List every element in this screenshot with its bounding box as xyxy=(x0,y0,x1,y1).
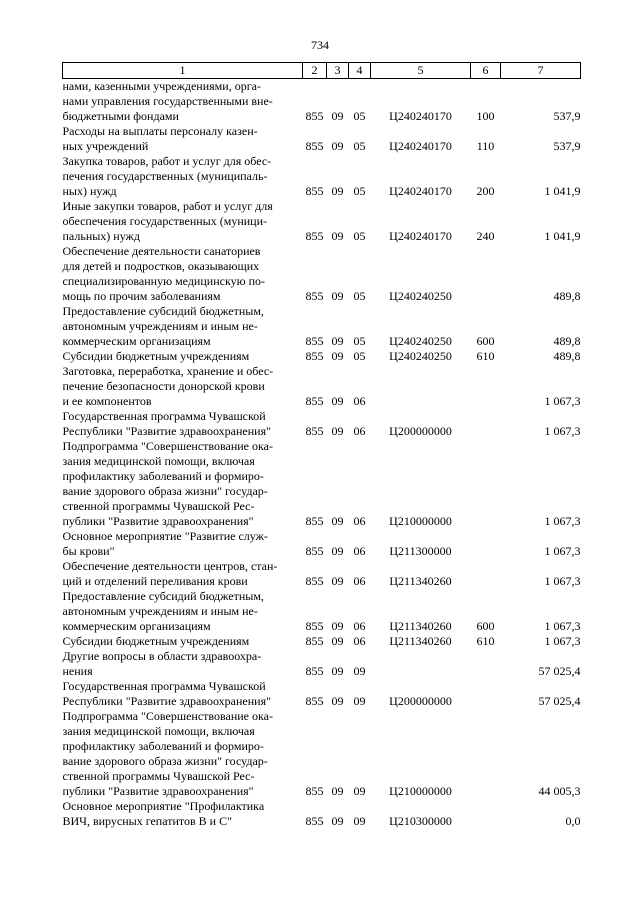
row-name-cell: Подпрограмма "Совершенствование ока- зания медицинской помощи, включая профилактику заболеваний и формиро- вание здорового образа жизни" государ- ственной программы Чувашской Рес- публики "Развитие здравоохранения" xyxy=(62,439,273,528)
row-name-cell: Государственная программа Чувашской Республики "Развитие здравоохранения" xyxy=(62,679,271,708)
table-row xyxy=(63,244,581,304)
row-name-cell: Основное мероприятие "Профилактика ВИЧ, вирусных гепатитов В и С" xyxy=(62,799,265,828)
header-cell: 1 xyxy=(63,63,303,79)
section-code-cell: 855 xyxy=(305,229,324,243)
expense-type-cell xyxy=(471,244,501,304)
header-cell: 6 xyxy=(471,63,501,79)
table-row xyxy=(63,154,581,199)
row-name-cell: Государственная программа Чувашской Республики "Развитие здравоохранения" xyxy=(62,409,271,438)
amount-cell: 537,9 xyxy=(553,139,581,153)
row-name-cell: Основное мероприятие "Развитие служ- бы крови" xyxy=(62,529,268,558)
expense-type-cell xyxy=(471,529,501,559)
subsection-code-cell: 09 xyxy=(331,574,344,588)
header-cell: 4 xyxy=(349,63,371,79)
subsection-code-cell: 09 xyxy=(331,229,344,243)
subsection2-code-cell: 05 xyxy=(353,184,366,198)
amount-cell: 1 067,3 xyxy=(544,424,581,438)
subsection2-code-cell: 05 xyxy=(353,349,366,363)
table-row xyxy=(63,589,581,634)
expense-type-cell xyxy=(471,709,501,799)
section-code-cell: 855 xyxy=(305,349,324,363)
expense-type-cell: 100 xyxy=(476,109,495,123)
subsection-code-cell: 09 xyxy=(331,514,344,528)
subsection-code-cell: 09 xyxy=(331,694,344,708)
subsection-code-cell: 09 xyxy=(331,424,344,438)
table-row xyxy=(63,559,581,589)
amount-cell: 1 067,3 xyxy=(544,619,581,633)
expense-type-cell xyxy=(471,364,501,409)
amount-cell: 537,9 xyxy=(553,109,581,123)
target-code-cell xyxy=(371,364,471,409)
section-code-cell: 855 xyxy=(305,574,324,588)
amount-cell: 489,8 xyxy=(553,334,581,348)
amount-cell: 1 067,3 xyxy=(544,544,581,558)
subsection2-code-cell: 06 xyxy=(353,619,366,633)
table-row xyxy=(63,679,581,709)
target-code-cell: Ц240240170 xyxy=(389,229,452,243)
expense-type-cell: 240 xyxy=(476,229,495,243)
target-code-cell: Ц210000000 xyxy=(389,514,452,528)
expense-type-cell xyxy=(471,439,501,529)
amount-cell: 0,0 xyxy=(565,814,581,828)
subsection2-code-cell: 05 xyxy=(353,109,366,123)
subsection2-code-cell: 06 xyxy=(353,424,366,438)
target-code-cell: Ц240240170 xyxy=(389,139,452,153)
expense-type-cell: 610 xyxy=(476,349,495,363)
expense-type-cell xyxy=(471,559,501,589)
table-header-row xyxy=(63,63,581,79)
amount-cell: 57 025,4 xyxy=(538,694,581,708)
header-cell: 2 xyxy=(303,63,327,79)
section-code-cell: 855 xyxy=(305,664,324,678)
amount-cell: 1 041,9 xyxy=(544,184,581,198)
table-row xyxy=(63,124,581,154)
section-code-cell: 855 xyxy=(305,139,324,153)
page-number: 734 xyxy=(311,38,329,52)
table-row xyxy=(63,79,581,125)
section-code-cell: 855 xyxy=(305,694,324,708)
row-name-cell: Другие вопросы в области здравоохра- нения xyxy=(62,649,262,678)
target-code-cell: Ц210300000 xyxy=(389,814,452,828)
subsection-code-cell: 09 xyxy=(331,109,344,123)
target-code-cell: Ц210000000 xyxy=(389,784,452,798)
subsection2-code-cell: 09 xyxy=(353,664,366,678)
row-name-cell: Субсидии бюджетным учреждениям xyxy=(62,349,250,363)
section-code-cell: 855 xyxy=(305,184,324,198)
target-code-cell: Ц240240250 xyxy=(389,334,452,348)
expense-type-cell: 200 xyxy=(476,184,495,198)
amount-cell: 1 067,3 xyxy=(544,634,581,648)
subsection-code-cell: 09 xyxy=(331,634,344,648)
row-name-cell: нами, казенными учреждениями, орга- нами управления государственными вне- бюджетными фондами xyxy=(62,79,273,123)
section-code-cell: 855 xyxy=(305,334,324,348)
target-code-cell: Ц211340260 xyxy=(389,619,452,633)
amount-cell: 1 041,9 xyxy=(544,229,581,243)
expense-type-cell xyxy=(471,799,501,829)
row-name-cell: Закупка товаров, работ и услуг для обес- печения государственных (муниципаль- ных) нужд xyxy=(62,154,272,198)
target-code-cell: Ц200000000 xyxy=(389,694,452,708)
subsection-code-cell: 09 xyxy=(331,394,344,408)
subsection-code-cell: 09 xyxy=(331,664,344,678)
subsection2-code-cell: 05 xyxy=(353,139,366,153)
section-code-cell: 855 xyxy=(305,109,324,123)
target-code-cell: Ц211340260 xyxy=(389,574,452,588)
subsection2-code-cell: 05 xyxy=(353,334,366,348)
table-row xyxy=(63,634,581,649)
subsection2-code-cell: 06 xyxy=(353,394,366,408)
expense-type-cell: 110 xyxy=(476,139,495,153)
amount-cell: 489,8 xyxy=(553,349,581,363)
expense-type-cell xyxy=(471,409,501,439)
subsection-code-cell: 09 xyxy=(331,184,344,198)
expense-type-cell: 600 xyxy=(476,619,495,633)
table-row xyxy=(63,349,581,364)
header-cell: 5 xyxy=(371,63,471,79)
target-code-cell: Ц240240250 xyxy=(389,289,452,303)
table-row xyxy=(63,799,581,829)
target-code-cell: Ц211340260 xyxy=(389,634,452,648)
section-code-cell: 855 xyxy=(305,544,324,558)
target-code-cell: Ц200000000 xyxy=(389,424,452,438)
table-row xyxy=(63,529,581,559)
budget-table xyxy=(62,62,581,829)
amount-cell: 44 005,3 xyxy=(538,784,581,798)
subsection-code-cell: 09 xyxy=(331,349,344,363)
subsection2-code-cell: 06 xyxy=(353,514,366,528)
subsection2-code-cell: 05 xyxy=(353,229,366,243)
subsection-code-cell: 09 xyxy=(331,619,344,633)
subsection2-code-cell: 09 xyxy=(353,784,366,798)
row-name-cell: Обеспечение деятельности санаториев для детей и подростков, оказывающих специализированную медицинскую по- мощь по прочим заболеваниям xyxy=(62,244,265,303)
section-code-cell: 855 xyxy=(305,619,324,633)
amount-cell: 1 067,3 xyxy=(544,394,581,408)
expense-type-cell xyxy=(471,679,501,709)
expense-type-cell: 610 xyxy=(476,634,495,648)
table-row xyxy=(63,304,581,349)
subsection2-code-cell: 05 xyxy=(353,289,366,303)
table-row xyxy=(63,364,581,409)
row-name-cell: Расходы на выплаты персоналу казен- ных учреждений xyxy=(62,124,258,153)
subsection-code-cell: 09 xyxy=(331,139,344,153)
table-row xyxy=(63,649,581,679)
row-name-cell: Предоставление субсидий бюджетным, автономным учреждениям и иным не- коммерческим организациям xyxy=(62,304,264,348)
target-code-cell xyxy=(371,649,471,679)
subsection2-code-cell: 09 xyxy=(353,694,366,708)
section-code-cell: 855 xyxy=(305,289,324,303)
subsection-code-cell: 09 xyxy=(331,784,344,798)
section-code-cell: 855 xyxy=(305,634,324,648)
subsection-code-cell: 09 xyxy=(331,544,344,558)
amount-cell: 1 067,3 xyxy=(544,514,581,528)
expense-type-cell xyxy=(471,649,501,679)
section-code-cell: 855 xyxy=(305,424,324,438)
row-name-cell: Иные закупки товаров, работ и услуг для обеспечения государственных (муници- пальных) нужд xyxy=(62,199,273,243)
table-row xyxy=(63,439,581,529)
section-code-cell: 855 xyxy=(305,814,324,828)
target-code-cell: Ц240240170 xyxy=(389,109,452,123)
row-name-cell: Заготовка, переработка, хранение и обес- печение безопасности донорской крови и ее компонентов xyxy=(62,364,274,408)
row-name-cell: Подпрограмма "Совершенствование ока- зания медицинской помощи, включая профилактику заболеваний и формиро- вание здорового образа жизни" государ- ственной программы Чувашской Рес- публики "Развитие здравоохранения" xyxy=(62,709,273,798)
table-row xyxy=(63,409,581,439)
amount-cell: 57 025,4 xyxy=(538,664,581,678)
target-code-cell: Ц240240250 xyxy=(389,349,452,363)
row-name-cell: Предоставление субсидий бюджетным, автономным учреждениям и иным не- коммерческим организациям xyxy=(62,589,264,633)
subsection-code-cell: 09 xyxy=(331,289,344,303)
subsection-code-cell: 09 xyxy=(331,814,344,828)
section-code-cell: 855 xyxy=(305,784,324,798)
table-row xyxy=(63,709,581,799)
subsection2-code-cell: 09 xyxy=(353,814,366,828)
header-cell: 7 xyxy=(501,63,581,79)
row-name-cell: Субсидии бюджетным учреждениям xyxy=(62,634,250,648)
section-code-cell: 855 xyxy=(305,394,324,408)
subsection2-code-cell: 06 xyxy=(353,574,366,588)
amount-cell: 489,8 xyxy=(553,289,581,303)
subsection-code-cell: 09 xyxy=(331,334,344,348)
table-row xyxy=(63,199,581,244)
amount-cell: 1 067,3 xyxy=(544,574,581,588)
subsection2-code-cell: 06 xyxy=(353,634,366,648)
section-code-cell: 855 xyxy=(305,514,324,528)
row-name-cell: Обеспечение деятельности центров, стан- ций и отделений переливания крови xyxy=(62,559,278,588)
header-cell: 3 xyxy=(327,63,349,79)
subsection2-code-cell: 06 xyxy=(353,544,366,558)
target-code-cell: Ц211300000 xyxy=(389,544,452,558)
expense-type-cell: 600 xyxy=(476,334,495,348)
target-code-cell: Ц240240170 xyxy=(389,184,452,198)
